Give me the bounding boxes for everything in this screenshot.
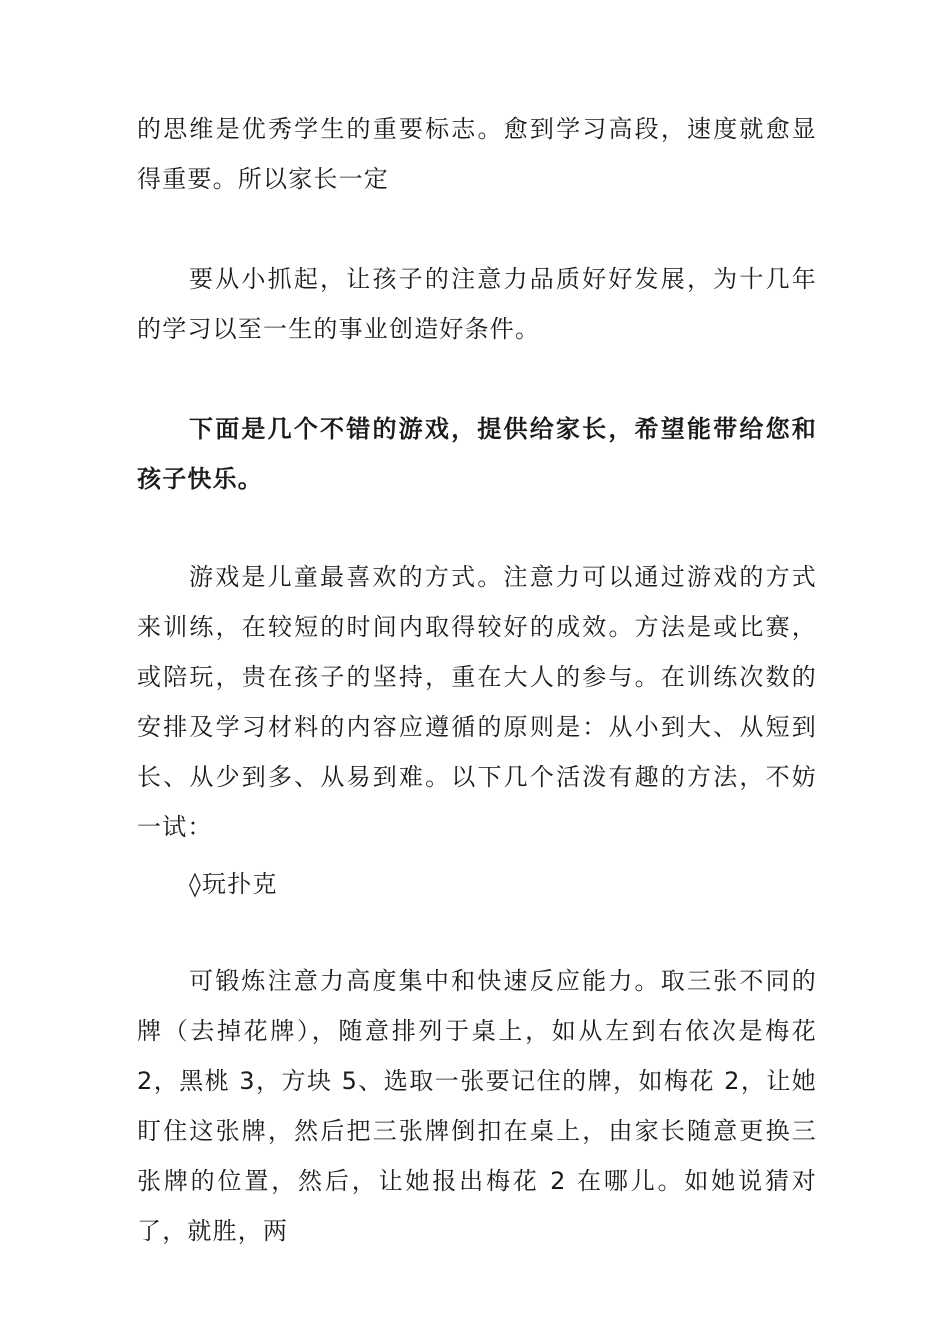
paragraph-games-intro-heading: 下面是几个不错的游戏，提供给家长，希望能带给您和孩子快乐。 — [137, 415, 817, 493]
section-heading-playing-cards: ◊玩扑克 — [189, 870, 278, 898]
paragraph-continued-text: 的思维是优秀学生的重要标志。愈到学习高段，速度就愈显得重要。所以家长一定 — [137, 115, 817, 193]
paragraph-attention-development: 要从小抓起，让孩子的注意力品质好好发展，为十几年的学习以至一生的事业创造好条件。 — [137, 265, 817, 343]
paragraph-game-training-principles: 游戏是儿童最喜欢的方式。注意力可以通过游戏的方式来训练，在较短的时间内取得较好的成效。方法是或比赛，或陪玩，贵在孩子的坚持，重在大人的参与。在训练次数的安排及学习材料的内容应遵循的原则是：从小到大、从短到长、从少到多、从易到难。以下几个活泼有趣的方法，不妨一试： — [137, 563, 817, 841]
paragraph-playing-cards-method: 可锻炼注意力高度集中和快速反应能力。取三张不同的牌（去掉花牌），随意排列于桌上，如从左到右依次是梅花 2，黑桃 3，方块 5、选取一张要记住的牌，如梅花 2，让她盯住这张牌，然后把三张牌倒扣在桌上，由家长随意更换三张牌的位置，然后，让她报出梅花 2 在哪儿。如她说猜对了，就胜，两 — [137, 967, 817, 1245]
